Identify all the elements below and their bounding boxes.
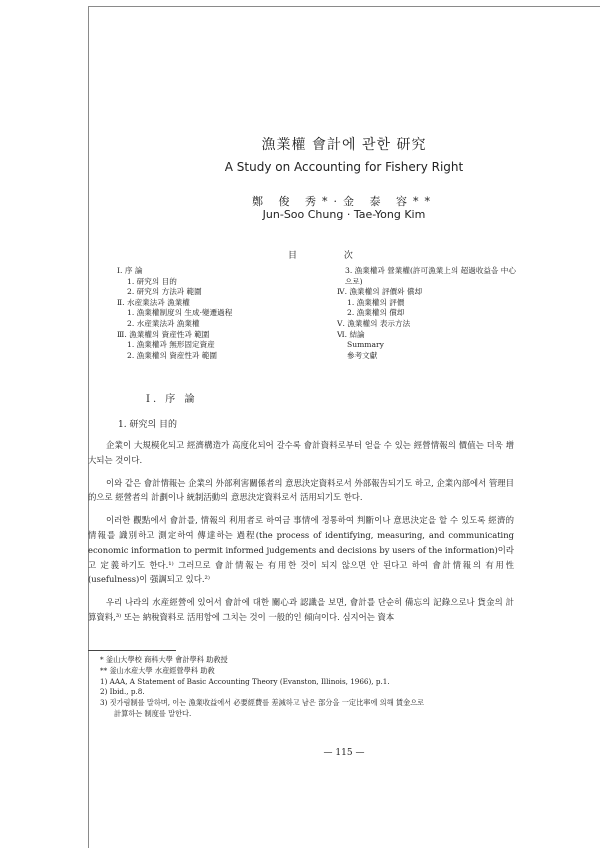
authors-korean: 鄭 俊 秀*·金 泰 容** [252,195,436,208]
toc-item: 1. 研究의 目的 [127,276,177,286]
toc-item: 1. 漁業權制度의 生成·變遷過程 [127,308,233,318]
toc-left-column [117,266,317,361]
footnotes [88,655,518,720]
footnote: 1) AAA, A Statement of Basic Accounting Theory (Evanston, Illinois, 1966), p.1. [100,676,390,686]
footnote: * 釜山大學校 商科大學 會計學科 助敎授 [100,655,228,664]
section-heading: Ⅰ. 序 論 [146,394,198,405]
toc-item: Summary [347,340,384,350]
paragraph: 우리 나라의 水産經營에 있어서 會計에 대한 關心과 認識을 보면, 會計를 단순히 備忘의 記錄으로나 貨金의 計算資料,³⁾ 또는 納稅資料로 活用함에 그치는 것이 一般的인 傾向이다. 심지어는 資本 [88,597,514,622]
toc-heading: 目 次 [288,251,375,261]
toc-item: 3. 漁業權과 營業權(許可漁業上의 超過收益을 中心으로) [345,266,516,286]
subsection-heading: 1. 研究의 目的 [118,420,178,430]
footnote: 3) 짓가림制를 말하며, 이는 漁業收益에서 必要經費를 差減하고 남은 部分을 一定比率에 의해 賃金으로 [100,698,425,708]
toc-item: 參考文獻 [347,350,378,360]
toc-item: Ⅱ. 水産業法과 漁業權 [117,297,190,307]
toc-item: 2. 漁業權의 償却 [347,308,405,318]
title-korean: 漁業權 會計에 관한 研究 [261,137,427,153]
toc-item: 1. 漁業權과 無形固定資産 [127,340,215,350]
toc-item: 2. 研究의 方法과 範圍 [127,287,202,297]
paragraph: 企業이 大規模化되고 經濟構造가 高度化되어 갈수록 會計資料로부터 얻을 수 있는 經營情報의 價值는 더욱 增大되는 것이다. [88,440,514,465]
footnote: 2) Ibid., p.8. [100,687,145,697]
toc-item: Ⅲ. 漁業權의 資産性과 範圍 [117,329,210,339]
toc-item: Ⅴ. 漁業權의 表示方法 [337,318,411,328]
footnote: ** 釜山水産大學 水産經營學科 助敎 [100,665,215,675]
title-english: A Study on Accounting for Fishery Right [224,160,464,174]
scan-edge-top [88,6,600,7]
page-number: — 115 — [323,748,365,758]
toc-item: 2. 水産業法과 漁業權 [127,318,200,328]
footnote-continued: 計算하는 制度를 말한다. [114,708,192,718]
body-text [88,438,514,633]
authors-english: Jun-Soo Chung · Tae-Yong Kim [262,208,426,221]
toc-item: Ⅵ. 結論 [337,329,365,339]
footnote-rule [88,650,176,651]
toc-item: 2. 漁業權의 資産性과 範圍 [127,350,217,360]
toc-item: Ⅳ. 漁業權의 評價와 償却 [337,287,423,297]
scan-edge-left [88,6,89,848]
toc-item: Ⅰ. 序 論 [117,266,143,275]
paragraph: 이러한 觀點에서 會計를, 情報의 利用者로 하여금 事情에 정통하여 判斷이나 意思決定을 할 수 있도록 經濟的 情報를 識別하고 測定하여 傳達하는 過程(the process of identifying, measuring, and communicating economic information to permit informed judgements and decisions by users of the information)이라고 定義하기도 한다.¹⁾ 그러므로 會計情報는 有用한 것이 되지 않으면 안 된다고 하여 會計情報의 有用性(usefulness)이 强調되고 있다.²⁾ [88,515,514,585]
paragraph: 이와 같은 會計情報는 企業의 外部利害關係者의 意思決定資料로서 外部報告되기도 하고, 企業內部에서 管理目的으로 經營者의 計劃이나 統制活動의 意思決定資料로서 活用되기도 한다. [88,477,514,503]
toc-item: 1. 漁業權의 評價 [347,297,405,307]
toc-right-column [337,266,537,361]
